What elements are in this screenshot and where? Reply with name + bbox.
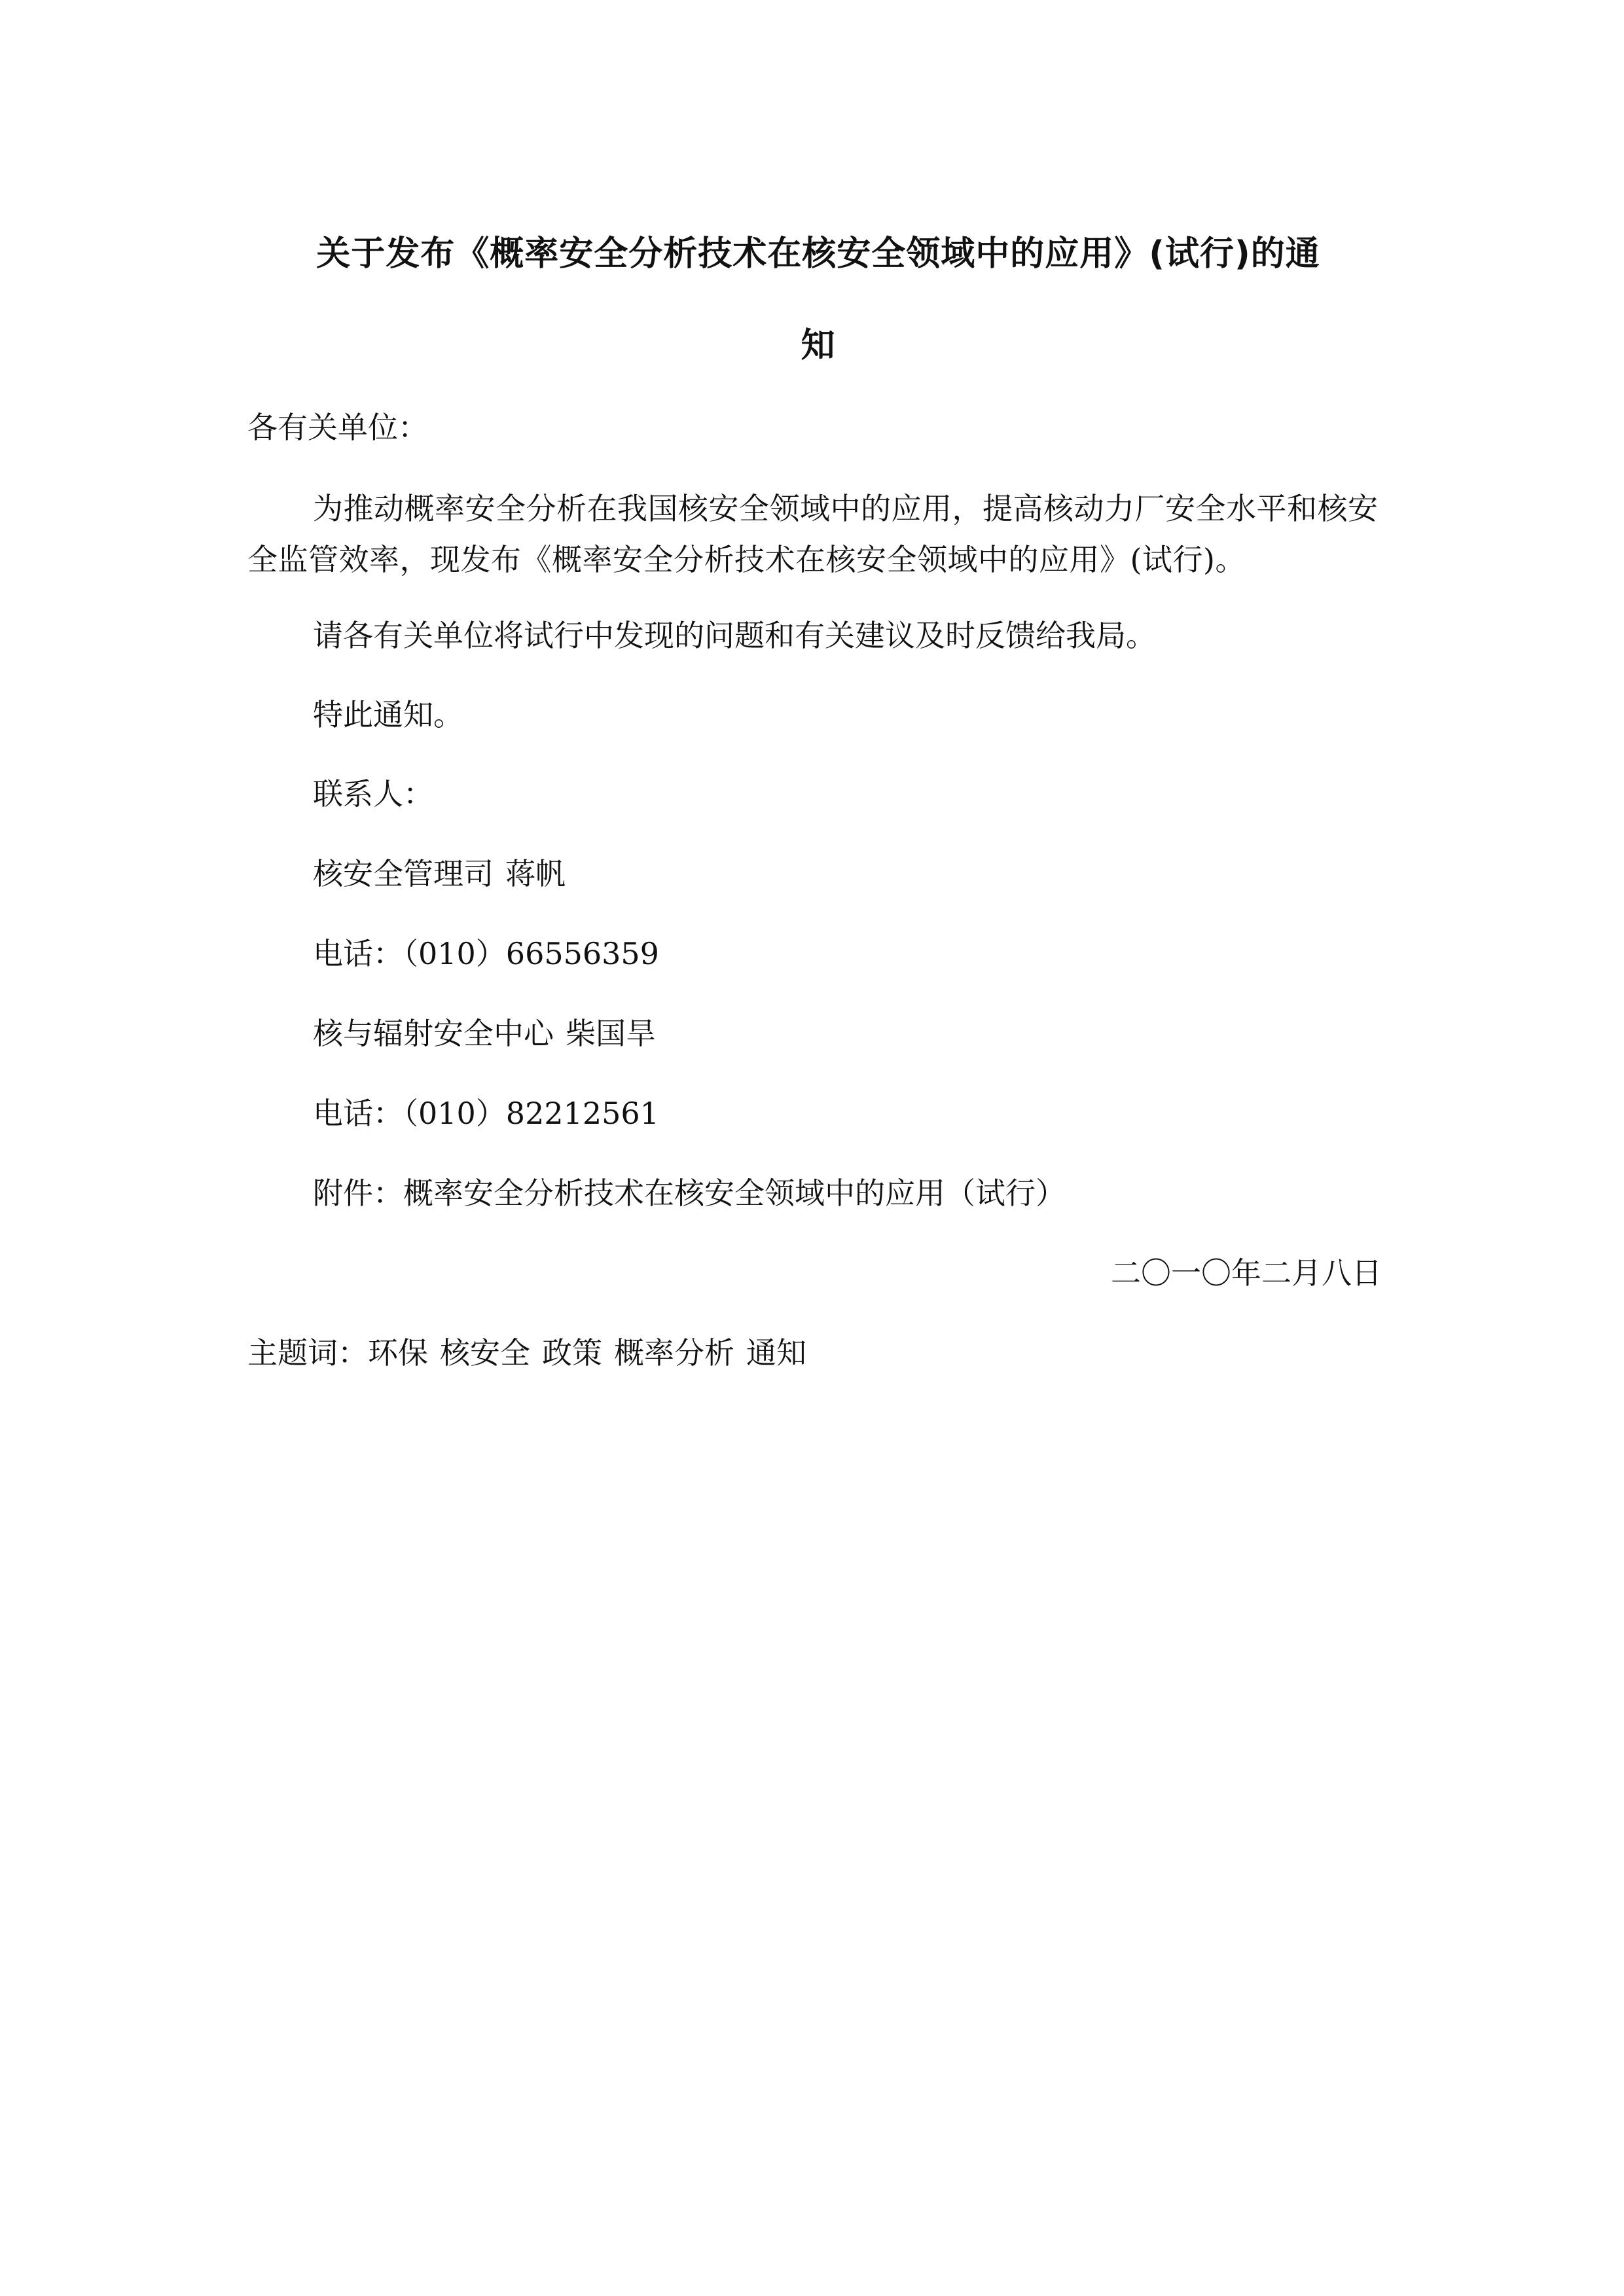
attachment-line: 附件：概率安全分析技术在核安全领域中的应用（试行） [313, 1175, 1066, 1211]
contact-2 [313, 1012, 656, 1055]
keywords-label: 主题词： [247, 1335, 368, 1371]
keyword: 政策 [542, 1335, 602, 1371]
closing-text: 特此通知。 [313, 697, 463, 732]
document-title [262, 208, 1375, 391]
keyword: 通知 [746, 1335, 806, 1371]
contact-1 [313, 852, 566, 895]
contact-label: 联系人： [313, 776, 433, 812]
salutation: 各有关单位： [247, 410, 428, 445]
document-title-line-1: 关于发布《概率安全分析技术在核安全领域中的应用》(试行)的通 [316, 234, 1320, 274]
contact-2-name: 柴国旱 [566, 1016, 656, 1051]
keyword: 核安全 [440, 1335, 530, 1371]
keywords-line [247, 1331, 806, 1374]
contact-2-phone: 电话：（010）82212561 [313, 1096, 659, 1131]
keyword: 概率分析 [614, 1335, 734, 1371]
contact-1-phone: 电话：（010）66556359 [313, 936, 659, 971]
paragraph-feedback: 请各有关单位将试行中发现的问题和有关建议及时反馈给我局。 [313, 618, 1156, 653]
contact-1-org: 核安全管理司 [313, 856, 494, 891]
document-date: 二〇一〇年二月八日 [1111, 1255, 1382, 1291]
paragraph-intro: 为推动概率安全分析在我国核安全领域中的应用，提高核动力厂安全水平和核安全监管效率，现发布《概率安全分析技术在核安全领域中的应用》(试行)。 [247, 491, 1379, 577]
document-title-line-2: 知 [801, 326, 836, 365]
contact-2-org: 核与辐射安全中心 [313, 1016, 554, 1051]
keyword: 环保 [368, 1335, 428, 1371]
contact-1-name: 蒋帆 [505, 856, 566, 891]
